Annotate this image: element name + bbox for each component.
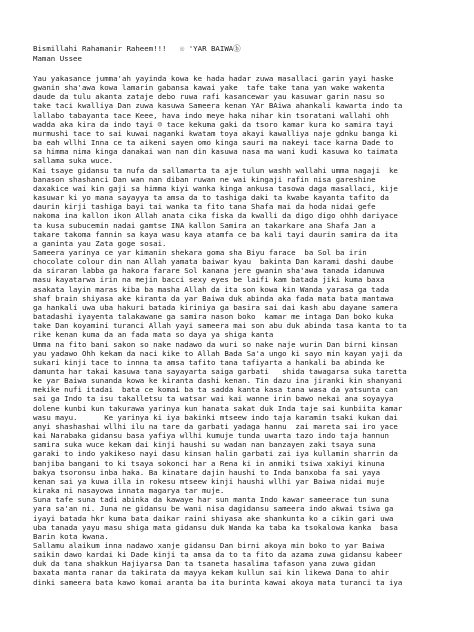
text-line: a ganinta yau Zata goge sosai. [33, 238, 167, 248]
text-line: masu kayatarwa irin na mejin bacci sexy eyes be laifi kam batada jiki kuma baxa [33, 275, 385, 285]
text-line: shaf brain shiyasa ake kiranta da yar Baiwa duk abinda aka fada mata bata mantawa [33, 293, 394, 303]
body-text [33, 74, 452, 587]
text-line: mekike nufi itadai bata ce komai ba ta sadda kanta kasa tana wasa da yatsunta can [33, 385, 398, 395]
text-line: da siraran labba ga hakora farare Sol kanana jere gwanin sha'awa tanada idanuwa [33, 266, 385, 276]
text-line: bakya tsoronsu inba haka. Ba kinatare dajin haushi to Inda banxoba fa sai yaya [33, 467, 381, 477]
text-line: ta kusa subucemin nadai gamtse INA kallon Samira an takarkare ana Shafa Jan a [33, 220, 376, 230]
text-line: daxakice wai kin gaji sa himma kiyi wanka kinga ankusa tasowa daga masallaci, kije [33, 183, 398, 193]
text-line: anyi shashashai wllhi ilu na tare da garbati yadaga hannu zai mareta sai iro yace [33, 421, 398, 431]
text-line: damunta har takai kasuwa tana sayayarta saiga garbati shida tawagarsa suka taretta [33, 367, 407, 376]
text-line: gwanin sha'awa kowa lamarin gabansa kawai yake tafe take tana yan wake wakenta [33, 83, 385, 93]
text-line: Umma na fito bani sakon so nake nadawo da wuri so nake naje wurin Dan birni kinsan [33, 339, 398, 349]
text-line: chocolate colour din nan Allah yamata baiwar kyau bakinta Dan karami dashi daube [33, 257, 394, 267]
text-line: takare takoma fannin sa kaya wasu kaya atamfa ce ba kali tayi daurin samira da ita [33, 229, 398, 239]
text-line: take taci kwalliya Dan zuwa kasuwa Sameera kenan YAr BAiwa ahankali kawarta indo ta [33, 101, 403, 111]
text-line: Suna tafe suna tadi abinka da kawaye har sun manta Indo kawar sameerace tun suna [33, 495, 389, 505]
text-line: sai ga Indo ta isu takalletsu ta watsar wai kai wanne irin bawo nekai ana soyayya [33, 394, 394, 404]
document-heading: Bismillahi Rahamanir Raheem!!! ☉ 'YAR BAIWAⓑ [33, 44, 241, 53]
text-line: garaki to indo yakikeso nayi dasu kinsan halin garbati zai iya kullamin sharrin da [33, 449, 398, 459]
text-line: ba eah wllhi Inna ce ta aikeni sayen omo kinga sauri ma nakeyi tace karna Dade to [33, 138, 394, 148]
text-line: duk da tana shakkun Hajiyarsa Dan ta tsaneta hasalima tafason yana zuwa gidan [33, 559, 376, 569]
text-line: Kai tsaye gidansu ta nufa da sallamarta ta aje tulun washh wallahi umma nagaji ke [33, 165, 398, 175]
text-line: dinki sameera bata kawo komai aranta ba ita burinta kawai akoya mata turanci ta iya [33, 577, 403, 587]
text-line: wadda aka kira da indo tayi ☺ tace kekuma gaki da tsoro kamar kura ko samira tayi [33, 119, 394, 129]
author-name: Maman Ussee [33, 54, 82, 63]
text-line: wasu mayu. Ke yarinya ki iya bakinki mtseew indo taja karamin tsaki kukan dai [33, 412, 398, 422]
text-line: Yau yakasance jumma'ah yayinda kowa ke hada hadar zuwa masallaci garin yayi haske [33, 74, 394, 83]
heading-spacer [33, 64, 452, 74]
text-line: sukari kinji tace to innna ta amsa tafito tana tafiyarta a hankali ba abinda ke [33, 357, 385, 367]
text-line: batadashi iyayenta talakawane ga samira nason boko kamar me intaga Dan boko kuka [33, 312, 394, 322]
text-line: kasuwar ki yo mana sayayya ta amsa da to tashiga daki ta kwabe kayanta tafito da [33, 193, 389, 203]
text-line: ke yar Baiwa sunanda kowa ke kiranta dashi kenan. Tin dazu ina jiranki kin shanyani [33, 376, 403, 386]
text-line: sa himma nima kinga danakai wan nan din kasuwa nasa ma wani kudi kasuwa ko taimata [33, 147, 398, 157]
text-line: rike kenan kuma da an fada mata so daya ya shiga kanta [33, 330, 274, 340]
text-line: daude da tulu akanta zataje debo ruwa rafi kasancewar yau kasuwar garin nasu so [33, 92, 385, 102]
text-line: asakata layin maras kiba ba masha Allah da ita son kowa kin Wanda yarasa ga tada [33, 284, 389, 294]
text-line: saikin dawo kardai ki Dade kinji ta amsa da to ta fito da azama zuwa gidansu kabeer [33, 550, 403, 560]
text-line: ga hankali uwa uba hakuri batada kiriniya ga basira sai dai kash abu dayane samera [33, 302, 398, 312]
text-line: Sallamu alaikum inna nadawo xanje gidansu Dan birni akoya min boko to yar Baiwa [33, 540, 385, 550]
text-line: dolene kunbi kun takurawa yarinya kun hanata sakat duk Inda taje sai kunbiita kamar [33, 403, 403, 413]
text-line: kai Narabaka gidansu basa yafiya wllhi kumuje tunda uwarta tazo indo taja hannun [33, 431, 389, 441]
text-line: yau yadawo Ohh kekam da naci kike to Allah Bada Sa'a ungo ki sayo min kayan yaji da [33, 348, 403, 358]
text-line: take Dan koyamini turanci Allah yayi sameera mai son abu duk abinda tasa kanta to ta [33, 321, 407, 331]
text-line: sallama suka wuce. [33, 156, 114, 166]
text-line: iyayi batada hkr kuma bata daikar raini shiyasa ake shankunta ko a cikin gari uwa [33, 513, 394, 523]
text-line: samira suka wuce kekam dai kinji haushi su wadan nan banzayen zaki tsaya suna [33, 440, 376, 450]
text-line: banjiba bangani to ki tsaya sokonci har a Rena ki in anmiki tsiwa xakiyi kinuna [33, 458, 385, 468]
text-line: daurin kirji tashiga bayi tai wanka ta fito tana Shafa mai da hoda nidai gefe [33, 202, 376, 212]
text-line: lallabo tabayanta tace Keee, hava indo meye haka nihar kin tsoratani wallahi ohh [33, 110, 389, 120]
text-line: banason shashanci Dan wan nan diban ruwan ne wai kingaji rafin nisa gareshine [33, 174, 376, 184]
text-line: Sameera yarinya ce yar kimanin shekara goma sha Biyu farace ba Sol ba irin [33, 247, 367, 257]
text-line: Barin kota kwana. [33, 531, 109, 541]
text-line: nakoma ina kallon ikon Allah anata cika fiska da kwalli da digo digo ohhh dariyace [33, 211, 398, 221]
text-line: kiraka ni nasayowa innata magarya tar muje. [33, 486, 225, 496]
text-line: kenan sai ya kuwa illa in rokesu mtseew kinji haushi wllhi yar Baiwa nidai muje [33, 476, 385, 486]
text-line: murmushi tace to sai kuwai naganki kwatam toya akayi kawalliya naje gdnku banga ki [33, 128, 398, 138]
text-line: yara sa'an ni. Juna ne gidansu be wani nisa dagidansu sameera indo akwai tsiwa ga [33, 504, 394, 514]
text-line: uba tanada yayu masu shiga mata gidansu duk Wanda ka taba ka tsokalowa kanka basa [33, 522, 398, 532]
text-line: baxata manta ranar da takirata da mayya kekam kullun sai kin likewa Dana to ahir [33, 568, 389, 578]
